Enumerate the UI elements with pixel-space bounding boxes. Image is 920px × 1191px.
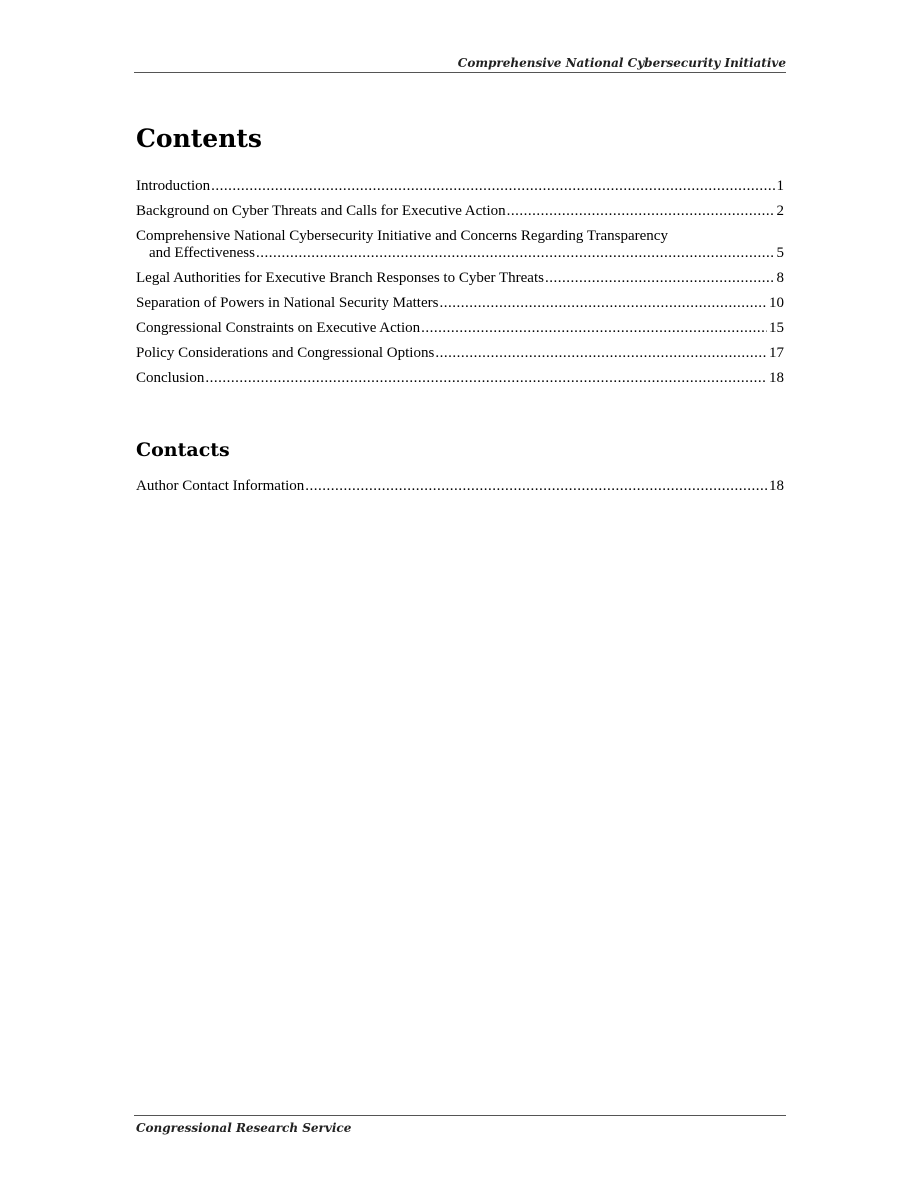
toc-entry-title: Background on Cyber Threats and Calls for Executive Action: [136, 203, 506, 219]
dot-leader: [545, 270, 775, 287]
contents-heading: Contents: [136, 124, 263, 153]
footer-rule: [134, 1115, 786, 1116]
toc-entry-page: 18: [769, 478, 784, 494]
toc-entry-separation-of-powers[interactable]: [136, 295, 784, 312]
dot-leader: [256, 245, 775, 262]
toc-entry-title: Introduction: [136, 178, 211, 194]
table-of-contents: [136, 178, 784, 395]
running-header: Comprehensive National Cybersecurity Initiative: [457, 56, 786, 70]
toc-entry-page: 10: [769, 295, 784, 311]
toc-entry-page: 5: [776, 245, 784, 261]
toc-entry-title: Conclusion: [136, 370, 205, 386]
contacts-list: [136, 478, 784, 503]
toc-entry-author-contact[interactable]: [136, 478, 784, 495]
dot-leader: [205, 370, 767, 387]
toc-entry-page: 1: [776, 178, 784, 194]
toc-entry-title-line1: Comprehensive National Cybersecurity Initiative and Concerns Regarding Transparency: [136, 228, 668, 244]
toc-entry-title: Policy Considerations and Congressional Options: [136, 345, 435, 361]
toc-entry-legal-authorities[interactable]: [136, 270, 784, 287]
dot-leader: [435, 345, 767, 362]
toc-entry-title: Legal Authorities for Executive Branch Responses to Cyber Threats: [136, 270, 544, 286]
toc-entry-title: Separation of Powers in National Security Matters: [136, 295, 439, 311]
toc-entry-page: 8: [776, 270, 784, 286]
header-rule: [134, 72, 786, 73]
toc-entry-page: 18: [769, 370, 784, 386]
toc-entry-page: 2: [776, 203, 784, 219]
footer-publisher: Congressional Research Service: [136, 1121, 352, 1135]
toc-entry-continuation: [136, 245, 784, 262]
contacts-heading: Contacts: [136, 439, 230, 461]
toc-entry-page: 17: [769, 345, 784, 361]
dot-leader: [211, 178, 774, 195]
toc-entry-background[interactable]: [136, 203, 784, 220]
dot-leader: [305, 478, 767, 495]
toc-entry-policy-considerations[interactable]: [136, 345, 784, 362]
dot-leader: [421, 320, 767, 337]
toc-entry-title: Author Contact Information: [136, 478, 305, 494]
toc-entry-congressional-constraints[interactable]: [136, 320, 784, 337]
toc-entry-page: 15: [769, 320, 784, 336]
toc-entry-introduction[interactable]: [136, 178, 784, 195]
toc-entry-title-line2: and Effectiveness: [149, 245, 255, 261]
dot-leader: [439, 295, 767, 312]
toc-entry-conclusion[interactable]: [136, 370, 784, 387]
toc-entry-cnci-concerns[interactable]: [136, 228, 784, 262]
dot-leader: [507, 203, 775, 220]
toc-entry-title: Congressional Constraints on Executive Action: [136, 320, 421, 336]
